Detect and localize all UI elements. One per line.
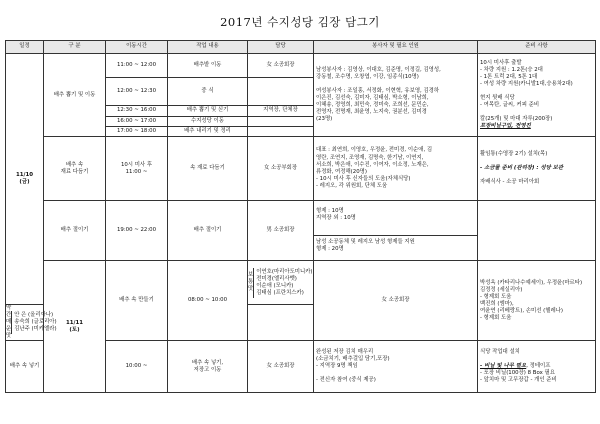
task-cell: 배추 속 넣기, 저장고 이동 [168,341,248,393]
volunteer-line: 지역장 외 : 10명 [316,215,356,222]
table-row [6,137,596,201]
owner-cell [248,117,314,127]
prep-line: 10시 미사후 출발 [480,59,522,66]
task-cell: 속 재료 다듬기 [168,137,248,201]
time-cell: 10시 미사 후 11:00 ~ [106,137,168,201]
time-cell: 16:00 ~ 17:00 [106,117,168,127]
team-member: 안 은 (올리아나) [14,312,54,319]
time-cell: 12:00 ~ 12:30 [106,78,168,106]
prep-line: 칼(25개) 및 마대 자루(200장) [480,116,553,123]
volunteer-line: 서소희, 박은애, 이수진, 이여자, 이소정, 노재은, [316,161,429,168]
task-label: 약간 매운맛 [6,305,12,340]
volunteers-cell [314,137,478,201]
header-time: 이동시간 [106,41,168,54]
owner-cell: 지역장, 단체장 [248,106,314,117]
time-cell: 19:00 ~ 22:00 [106,201,168,261]
task-cell: 중 식 [168,78,248,106]
owner-cell: 女 소공회장 [248,341,314,393]
prep-cell [478,54,596,137]
category-cell: 배추 절이기 [44,201,106,261]
time-cell: 17:00 ~ 18:00 [106,127,168,137]
volunteer-line: 박성옥 (카타리나수예세이), 우정윤(마르타) [480,279,583,286]
prep-line: - 여목탄, 글씨, 커피 준비 [480,102,540,109]
prep-line [480,88,593,95]
task-cell [6,305,57,341]
volunteer-block-bottom [314,236,477,254]
volunteer-line: 여성봉사자 : 조일홍, 서정화, 이현혁, 유보영, 김경하 [316,88,440,94]
table-row [6,261,596,305]
volunteer-line: 이혜송, 정영희, 최민숙, 정미숙, 조희선, 문민순, [316,102,429,109]
task-cell: 배추 내리기 및 정리 [168,127,248,137]
volunteer-line: 형제 : 20명 [316,246,344,253]
header-category: 구 분 [44,41,106,54]
prep-line: 활임통(수영장 2기) 설치(목) [480,150,548,157]
header-task: 작업 내용 [168,41,248,54]
task-team [253,268,314,298]
volunteers-cell [314,201,478,261]
prep-cell [478,201,596,261]
volunteer-line: 남성봉사자 : 김영상, 이대호, 김준명, 이정길, 김영성, [316,66,441,73]
owner-cell: 女 소공회장 [314,261,478,341]
team-member: 이연호(마리아도미니카) [256,268,313,275]
volunteer-line: (소금치기, 배추걸입 담기,포장) [316,356,390,363]
time-cell: 11:00 ~ 12:00 [106,54,168,78]
volunteer-line: 이은진, 김선숙, 김미자, 김태심, 박소형, 이남희, [316,95,429,102]
volunteer-line: 전영자, 전명재, 최윤영, 노지숙, 권분선, 김미경 [316,109,427,116]
task-cell: 배추밭 이동 [168,54,248,78]
team-member: 김태심 (프란치스카) [256,289,304,296]
volunteers-cell [314,341,478,393]
volunteers-cell [314,54,478,137]
prep-line: - 앞치마 및 고무장갑 - 개인 준비 [480,377,557,384]
owner-cell: 男 소공회장 [248,201,314,261]
category-cell: 배추 속 만들기 [106,261,168,341]
prep-line: 식당 작업대 설치 [480,349,520,356]
prep-line: - 차량 지원 : 1.2톤(승 2대 [480,66,543,73]
prep-cell [478,341,596,393]
owner-cell: 女 소공회장 [248,54,314,78]
task-cell: 수지성당 이동 [168,117,248,127]
volunteer-line: (23명) [316,116,333,123]
category-cell: 배추 속 재료 다듬기 [44,137,106,201]
time-cell: 08:00 ~ 10:00 [168,261,248,341]
volunteer-line: 백진희 (엠마), [480,300,514,307]
volunteer-line [316,81,475,88]
task-cell [248,261,314,305]
category-cell: 배추 뽑기 및 이동 [44,54,106,137]
task-cell: 배추 절이기 [168,201,248,261]
owner-cell: 女 소공부회장 [248,137,314,201]
date-cell-1 [6,54,44,305]
header-date: 일정 [6,41,44,54]
schedule-table [5,40,596,393]
volunteer-line: 남성 소공동체 및 레지오 남성 형제들 지원 [316,239,415,246]
volunteer-line: 여윤연 (리베랑트), 손미선 (헬레나) [480,307,563,314]
prep-cell [478,137,596,201]
time-cell: 12:30 ~ 16:00 [106,106,168,117]
task-team [11,311,58,334]
volunteer-line: 형제 : 10명 [316,208,344,215]
volunteers-cell [478,261,596,341]
prep-line-emphasis: - 소금물 준비 (관리장) : 성당 보관 [480,165,564,172]
volunteer-line: 대표 : 최연희, 이영호, 우정윤, 전미경, 이순애, 김 [316,147,433,154]
prep-line-emphasis: 포장비닐구입, 전영진 [480,123,531,130]
prep-rest: , 정테이프 [526,363,551,370]
team-member: 송숙희 (글로리아) [14,319,57,326]
table-row [6,201,596,261]
owner-cell [248,127,314,137]
volunteer-line: - 레지오, 각 위원회, 단체 도움 [316,182,388,189]
table-row [6,54,596,78]
volunteer-line: - 형제회 도움 [480,293,512,300]
team-member: 전미경(엘리사벳) [256,275,297,282]
task-label: 보통 맛 [248,272,254,293]
prep-emphasis: - 비닐 및 나무 필요 [480,363,527,370]
prep-line: - 포장 비닐(100장) 8 Box 필요 [480,370,555,377]
page-title: 2017년 수지성당 김장 담그기 [220,15,380,29]
volunteer-block-top [314,207,477,236]
header-prep: 준비 사항 [478,41,596,54]
team-member: 이순애 (모니카) [256,282,294,289]
volunteer-line: - 형제회 도움 [480,314,512,321]
team-member: 김난주 (미카엘라) [14,326,57,333]
header-volunteers: 봉사자 및 필요 인원 [314,41,478,54]
task-cell: 배추 뽑기 및 싣기 [168,106,248,117]
header-owner: 담당 [248,41,314,54]
volunteer-line: - 전신자 참여 (중식 제공) [316,377,376,384]
volunteer-line: - 10시 미사 후 신자들의 도움(자체식당) [316,175,411,182]
volunteer-line: - 지역장 9명 책임 [316,363,358,370]
volunteer-line: 영란, 조연지, 조영재, 김명숙, 한기남, 이연지, [316,154,424,161]
volunteer-line: 류정화, 여정해(20명) [316,168,367,175]
volunteer-line: 강동철, 조수명, 오창엽, 이강, 임종식(10명) [316,73,419,80]
prep-line: 현지 뒷배 식당 [480,95,515,102]
date-1: 11/10 (금) [16,172,33,186]
volunteer-line: 김정정 (세실리아) [480,286,523,293]
category-cell: 배추 속 넣기 [6,341,44,393]
prep-line: - 1톤 트럭 2대, 5톤 1대 [480,73,538,80]
prep-line [480,109,593,116]
date-2: 11/11 (토) [66,319,83,333]
owner-cell [248,78,314,106]
time-cell: 10:00 ~ [106,341,168,393]
header-row [6,41,596,54]
prep-line: 자배식사 - 소공 마리아회 [480,179,540,186]
prep-line: - 여성 차량 지원(카니발1대,승용차2대) [480,80,573,87]
volunteer-line: 완성된 저장 김치 매우리 [316,349,374,356]
